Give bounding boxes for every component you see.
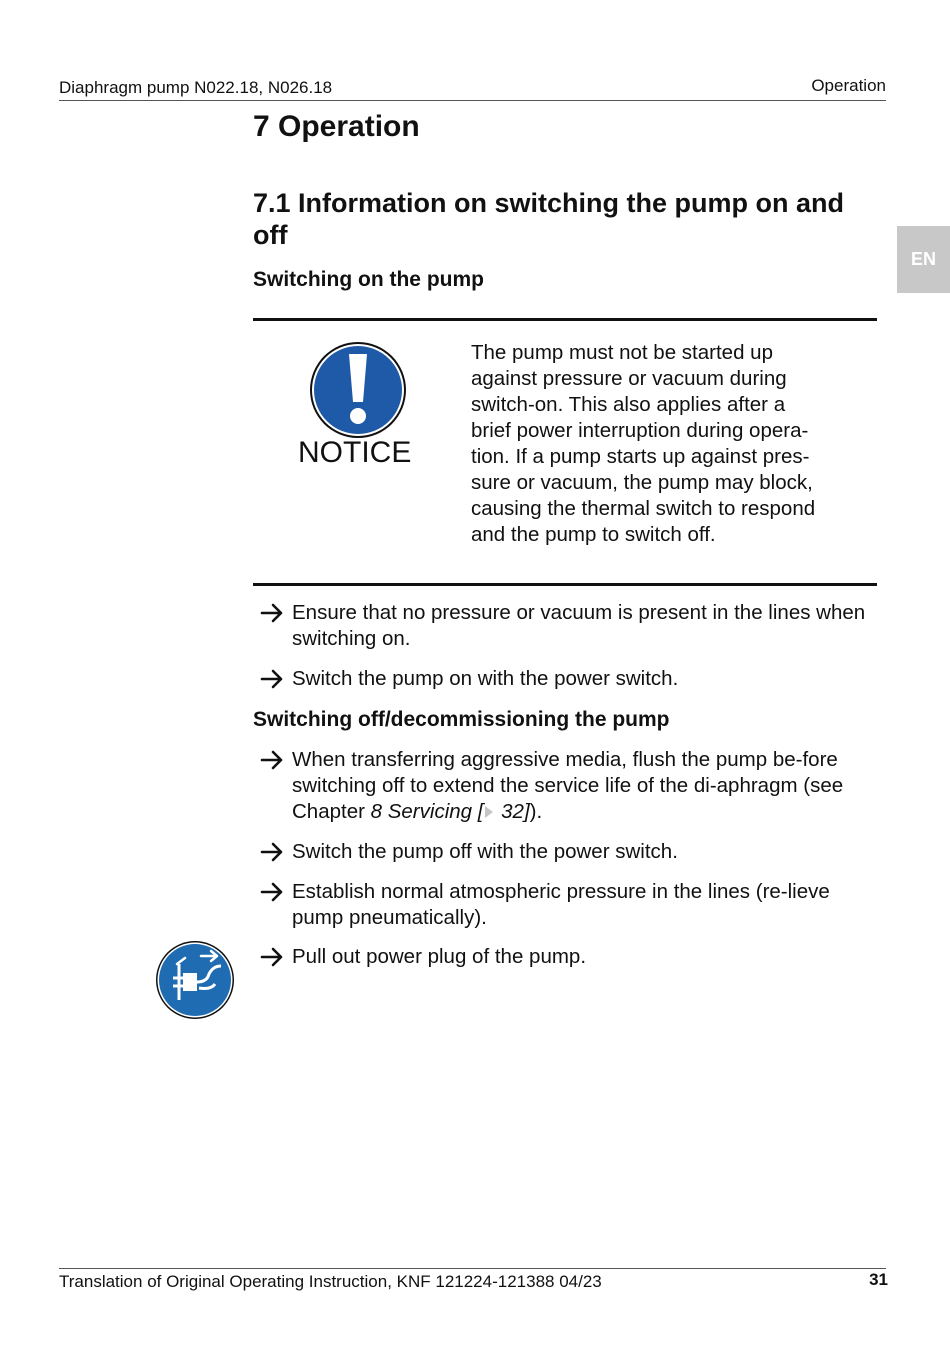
page-link-triangle-icon[interactable] xyxy=(483,804,495,820)
exclamation-notice-icon xyxy=(308,340,408,440)
notice-top-rule xyxy=(253,318,877,321)
arrow-right-icon xyxy=(258,747,288,773)
step-text-suffix: ). xyxy=(529,800,543,823)
step-text: Ensure that no pressure or vacuum is present in the lines when switching on. xyxy=(292,601,866,650)
notice-label: NOTICE xyxy=(298,436,412,469)
notice-line: causing the thermal switch to respond xyxy=(471,497,816,520)
chapter-link[interactable] xyxy=(371,800,530,823)
chapter-link-page[interactable]: 32] xyxy=(495,800,530,823)
header-document-title: Diaphragm pump N022.18, N026.18 xyxy=(59,78,333,97)
step-item xyxy=(258,600,873,652)
step-item xyxy=(258,747,873,825)
disconnect-plug-icon xyxy=(155,940,235,1020)
arrow-right-icon xyxy=(258,600,288,626)
header-divider xyxy=(59,100,886,101)
footer-translation-note: Translation of Original Operating Instruction, KNF 121224-121388 04/23 xyxy=(59,1272,602,1291)
notice-bottom-rule xyxy=(253,583,877,586)
chapter-link-text[interactable]: 8 Servicing [ xyxy=(370,800,484,823)
page-number: 31 xyxy=(869,1270,888,1289)
switch-on-heading: Switching on the pump xyxy=(253,268,484,291)
step-text: Switch the pump on with the power switch. xyxy=(292,667,679,690)
step-item xyxy=(258,879,873,931)
language-tab[interactable]: EN xyxy=(897,226,950,293)
notice-text xyxy=(471,340,871,548)
switch-off-heading: Switching off/decommissioning the pump xyxy=(253,708,670,731)
step-item xyxy=(258,666,873,692)
header-section-name: Operation xyxy=(811,76,886,95)
notice-line: sure or vacuum, the pump may block, xyxy=(471,471,813,494)
step-item xyxy=(258,944,873,970)
notice-line: against pressure or vacuum during xyxy=(471,367,787,390)
step-text: Switch the pump off with the power switch. xyxy=(292,840,678,863)
step-text: When transferring aggressive media, flush the pump be-fore switching off to extend the service life of the di-aphragm (see Chapter xyxy=(292,748,844,823)
step-text: Pull out power plug of the pump. xyxy=(292,945,587,968)
step-item xyxy=(258,839,873,865)
arrow-right-icon xyxy=(258,944,288,970)
notice-line: tion. If a pump starts up against pres- xyxy=(471,445,810,468)
chapter-title: 7 Operation xyxy=(253,110,420,143)
notice-line: switch-on. This also applies after a xyxy=(471,393,786,416)
step-text: Establish normal atmospheric pressure in the lines (re-lieve pump pneumatically). xyxy=(292,880,830,929)
arrow-right-icon xyxy=(258,666,288,692)
notice-line: The pump must not be started up xyxy=(471,341,773,364)
arrow-right-icon xyxy=(258,839,288,865)
footer-divider xyxy=(59,1268,886,1269)
notice-line: and the pump to switch off. xyxy=(471,523,716,546)
notice-line: brief power interruption during opera- xyxy=(471,419,809,442)
arrow-right-icon xyxy=(258,879,288,905)
section-title: 7.1 Information on switching the pump on and off xyxy=(253,188,844,250)
